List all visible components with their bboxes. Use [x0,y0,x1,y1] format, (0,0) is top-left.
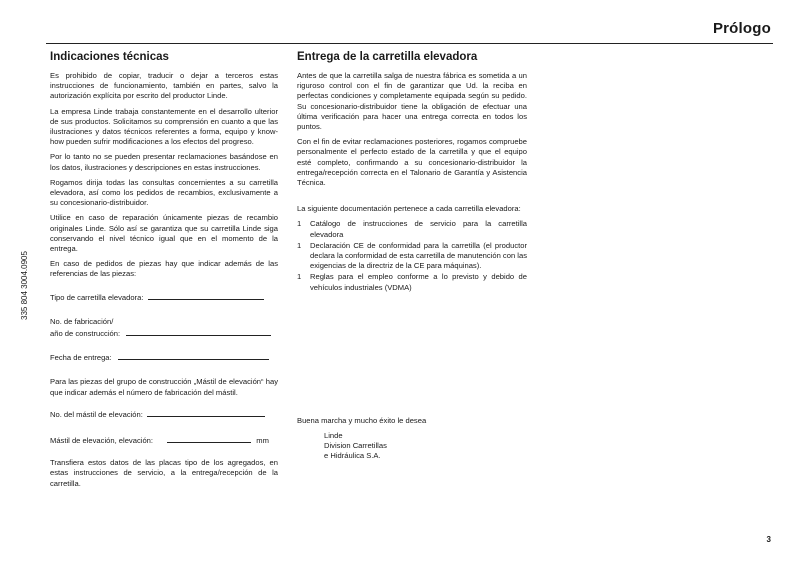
mast-number-label: No. del mástil de elevación: [50,409,143,419]
truck-type-label: Tipo de carretilla elevadora: [50,292,144,302]
list-item [297,272,527,292]
signature-line: e Hidráulica S.A. [324,451,381,461]
paragraph: En caso de pedidos de piezas hay que indicar además de las referencias de las piezas: [50,259,278,279]
serial-number-field [50,317,278,339]
serial-number-label: No. de fabricación/ [50,316,114,326]
paragraph: Es prohibido de copiar, traducir o dejar a terceros estas instrucciones de funcionamiento, también en partes, salvo la autorización explícita por escrito del productor Linde. [50,71,278,101]
delivery-date-blank[interactable] [118,351,269,360]
mast-number-blank[interactable] [147,408,265,417]
list-item [297,219,527,239]
truck-type-blank[interactable] [148,291,264,300]
list-item [297,241,527,272]
documentation-list [297,219,527,292]
document-code: 335 804 3004.0905 [20,251,29,320]
delivery-heading: Entrega de la carretilla elevadora [297,51,478,63]
page-title: Prólogo [712,20,771,37]
docs-intro: La siguiente documentación pertenece a cada carretilla elevadora: [297,204,521,214]
mast-height-field [50,434,278,446]
mast-height-unit: mm [256,436,269,446]
mast-number-field [50,408,278,420]
page-number: 3 [766,535,771,544]
list-item-text: Catálogo de instrucciones de servicio para la carretilla elevadora [310,219,527,239]
mast-height-label: Mástil de elevación, elevación: [50,436,153,446]
paragraph: Antes de que la carretilla salga de nuestra fábrica es sometida a un riguroso control con el fin de garantizar que Ud. la reciba en perfectas condiciones y completamente equipada según su pedido. Su concesionario-distribuidor tiene la obligación de efectuar una última verificación para hacer una entrega correcta en todos los puntos. [297,71,527,132]
technical-notes-heading: Indicaciones técnicas [50,51,169,63]
delivery-date-label: Fecha de entrega: [50,353,112,363]
paragraph: Rogamos dirija todas las consultas concernientes a su carretilla elevadora, así como los pedidos de recambios, exclusivamente a su concesionario-distribuidor. [50,177,278,208]
signature-line: Linde [324,431,343,441]
construction-year-label: año de construcción: [50,329,121,339]
paragraph: Utilice en caso de reparación únicamente piezas de recambio originales Linde. Sólo así se garantiza que su carretilla Linde siga conservando el nivel técnico igual que en el momento de la entrega. [50,213,278,254]
delivery-date-field [50,351,278,363]
header-divider [46,43,773,44]
list-item-text: Declaración CE de conformidad para la carretilla (el productor declara la conformidad de esta carretilla de manutención con las exigencias de la directriz de la CE para máquinas). [310,240,527,271]
list-item-count: 1 [297,219,302,229]
paragraph: Por lo tanto no se pueden presentar reclamaciones basándose en los datos, ilustraciones y descripciones en estas instrucciones. [50,152,278,172]
transfer-note: Transfiera estos datos de las placas tipo de los agregados, en estas instrucciones de servicio, a la entrega/recepción de la carretilla. [50,458,278,488]
paragraph: La empresa Linde trabaja constantemente en el desarrollo ulterior de sus productos. Solicitamos su comprensión en cuanto a que las ilustraciones y datos técnicos referentes a forma, equipo y know-how pueden sufrir modificaciones a los efectos del progreso. [50,106,278,147]
list-item-count: 1 [297,240,302,250]
signature-line: Division Carretillas [324,441,387,451]
paragraph: Con el fin de evitar reclamaciones posteriores, rogamos compruebe personalmente el perfecto estado de la carretilla y que el equipo esté completo, confirmando a su concesionario-distribuidor la entrega/recepción correcta en el Talonario de Garantía y Asistencia Técnica. [297,137,527,188]
mast-note: Para las piezas del grupo de construcción „Mástil de elevación“ hay que indicar además el número de fabricación del mástil. [50,377,278,397]
list-item-text: Reglas para el empleo conforme a lo previsto y debido de vehículos industriales (VDMA) [310,272,527,292]
list-item-count: 1 [297,272,302,282]
truck-type-field [50,291,278,303]
technical-notes-column [50,50,278,494]
mast-height-blank[interactable] [167,434,251,443]
delivery-column [297,50,527,462]
closing-line: Buena marcha y mucho éxito le desea [297,415,427,425]
serial-number-blank[interactable] [126,327,271,336]
signature-block [297,431,527,462]
